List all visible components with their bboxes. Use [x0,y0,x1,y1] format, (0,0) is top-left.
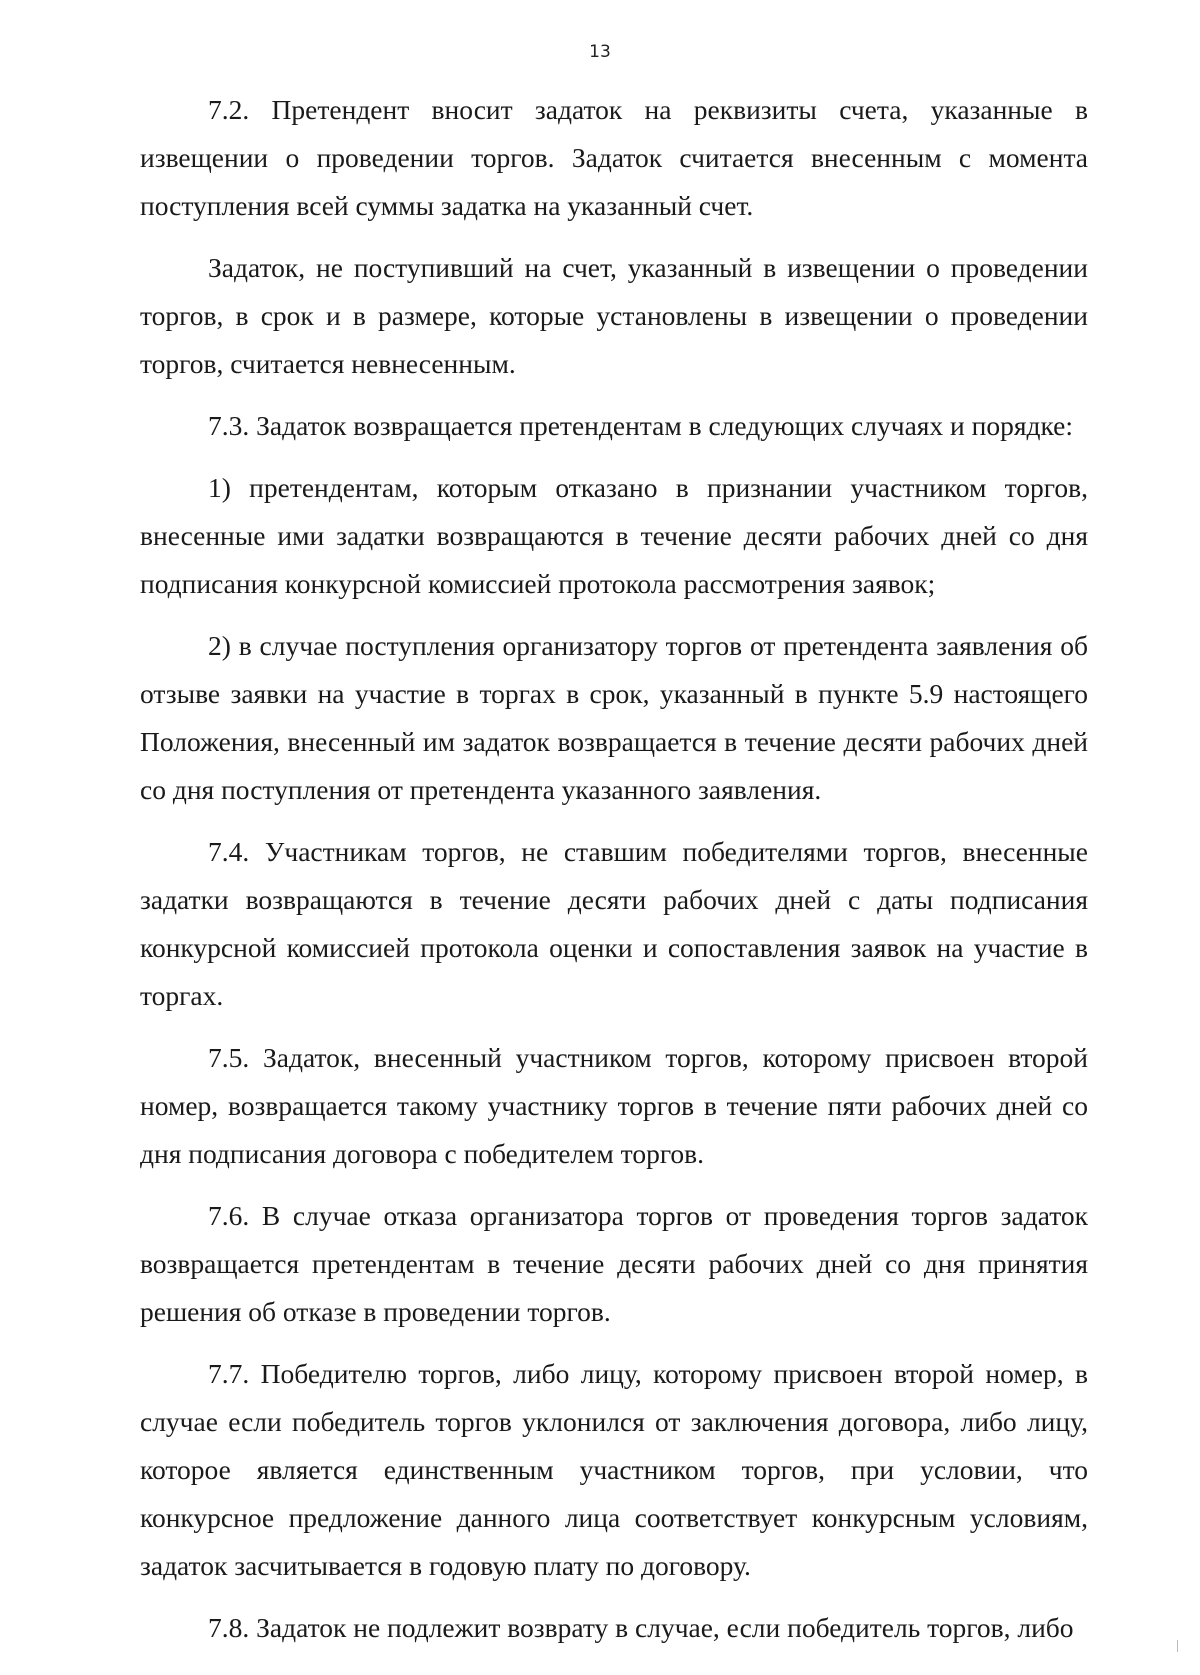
paragraph-7-4: 7.4. Участникам торгов, не ставшим победителями торгов, внесенные задатки возвращаются в течение десяти рабочих дней с даты подписания конкурсной комиссией протокола оценки и сопоставления заявок на участие в торгах. [140,836,1088,1011]
paragraph-7-2: 7.2. Претендент вносит задаток на реквизиты счета, указанные в извещении о проведении торгов. Задаток считается внесенным с момента поступления всей суммы задатка на указанный счет. [140,94,1088,221]
paragraph-7-8: 7.8. Задаток не подлежит возврату в случае, если победитель торгов, либо [208,1612,1074,1643]
paragraph-7-3-item-2: 2) в случае поступления организатору торгов от претендента заявления об отзыве заявки на участие в торгах в срок, указанный в пункте 5.9 настоящего Положения, внесенный им задаток возвращается в течение десяти рабочих дней со дня поступления от претендента указанного заявления. [140,630,1088,805]
page-number: 13 [589,42,611,62]
paragraph-7-3-item-1: 1) претендентам, которым отказано в признании участником торгов, внесенные ими задатки возвращаются в течение десяти рабочих дней со дня подписания конкурсной комиссией протокола рассмотрения заявок; [140,472,1088,599]
paragraph-7-7: 7.7. Победителю торгов, либо лицу, которому присвоен второй номер, в случае если победитель торгов уклонился от заключения договора, либо лицу, которое является единственным участником торгов, при условии, что конкурсное предложение данного лица соответствует конкурсным условиям, задаток засчитывается в годовую плату по договору. [140,1358,1088,1581]
paragraph-7-6: 7.6. В случае отказа организатора торгов от проведения торгов задаток возвращается претендентам в течение десяти рабочих дней со дня принятия решения об отказе в проведении торгов. [140,1200,1088,1327]
paragraph-7-2-continued: Задаток, не поступивший на счет, указанный в извещении о проведении торгов, в срок и в размере, которые установлены в извещении о проведении торгов, считается невнесенным. [140,252,1088,379]
paragraph-7-3: 7.3. Задаток возвращается претендентам в следующих случаях и порядке: [208,410,1074,441]
scan-margin-mark [1177,1640,1178,1652]
paragraph-7-5: 7.5. Задаток, внесенный участником торгов, которому присвоен второй номер, возвращается такому участнику торгов в течение пяти рабочих дней со дня подписания договора с победителем торгов. [140,1042,1088,1169]
document-body [140,86,1088,1666]
